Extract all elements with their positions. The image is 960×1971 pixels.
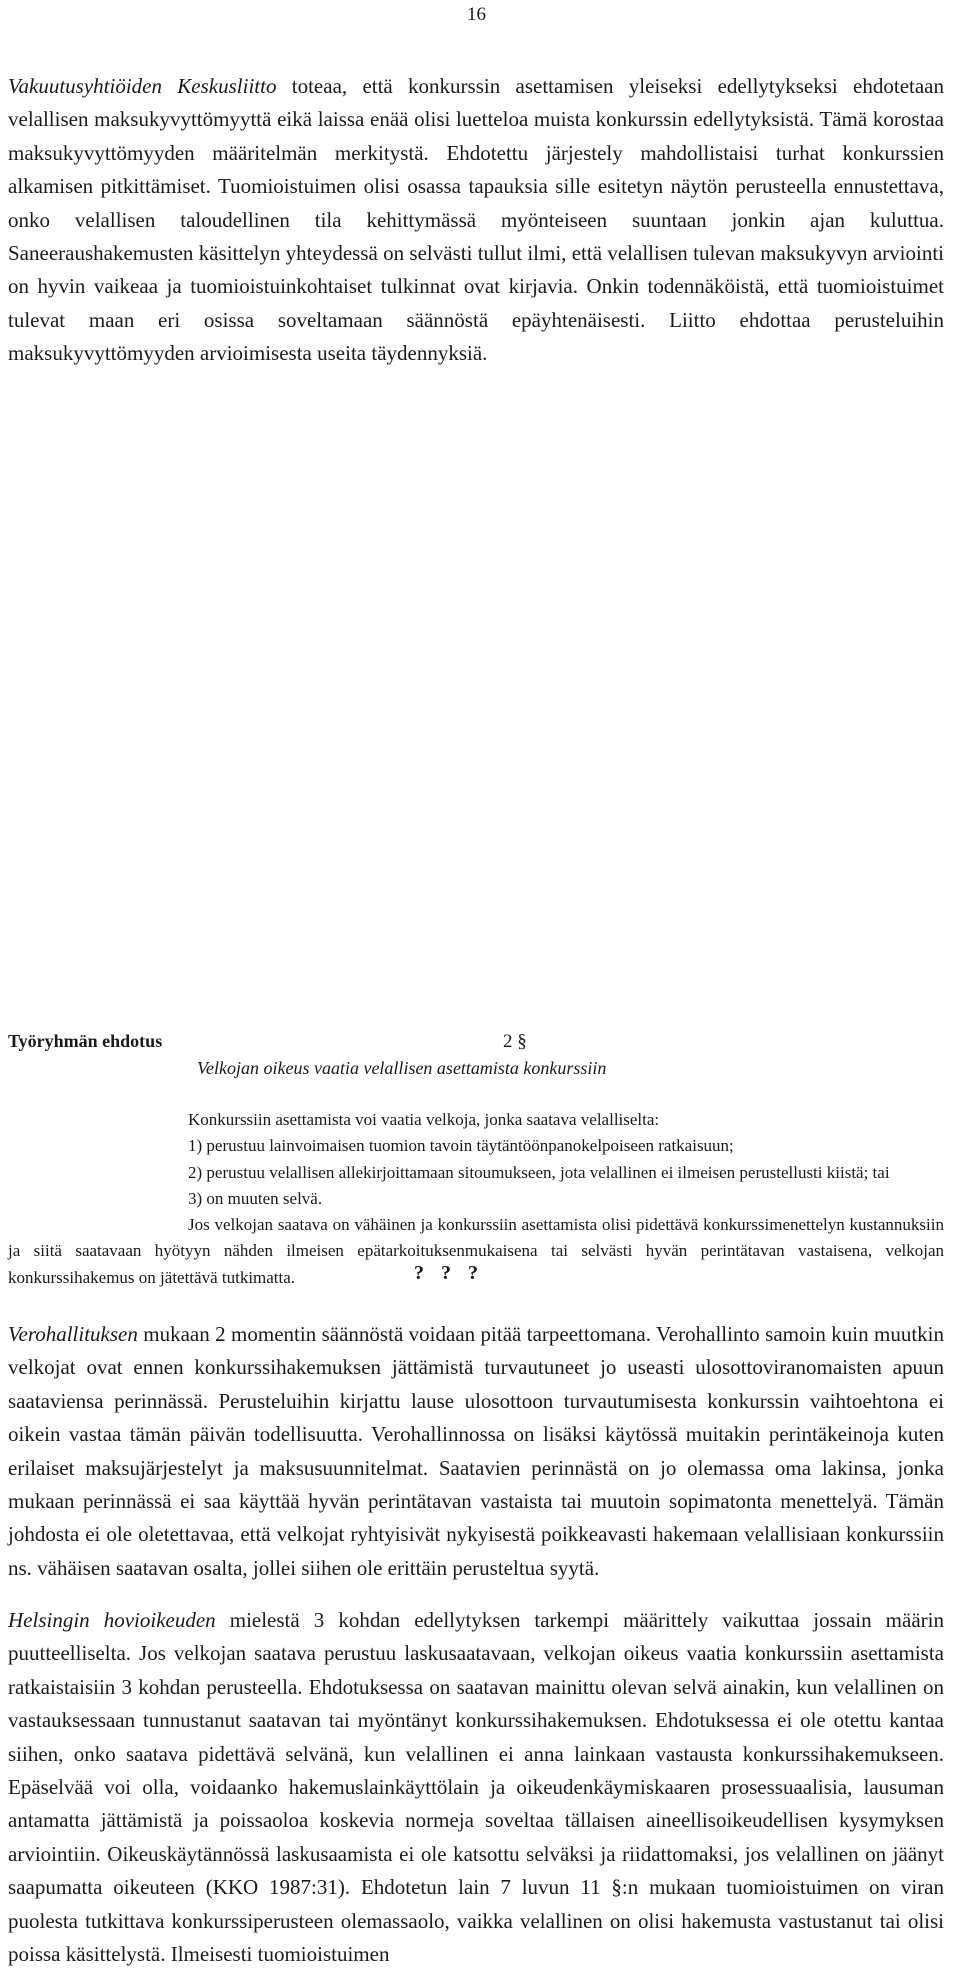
section-reference: 2 § — [503, 1031, 527, 1052]
page-number: 16 — [467, 4, 486, 25]
paragraph-tax-administration — [8, 1318, 944, 1585]
organization-name: Vakuutusyhtiöiden Keskusliitto — [8, 74, 277, 98]
proposal-moment-2: Jos velkojan saatava on vähäinen ja konkurssiin asettamista olisi pidettävä konkurssimenettelyn kustannuksiin ja siitä saatavaan hyötyyn nähden ilmeisen epätarkoituksenmukaisena tai selvästi hyvän perintätavan vastaisena, velkojan konkurssihakemus on jätettävä tutkimatta. — [8, 1215, 944, 1287]
proposal-item-2: 2) perustuu velallisen allekirjoittamaan sitoumukseen, jota velallinen ei ilmeisen perustellusti kiistä; tai — [188, 1162, 890, 1182]
section-title: Velkojan oikeus vaatia velallisen asettamista konkurssiin — [197, 1058, 607, 1078]
paragraph-helsinki-court — [8, 1604, 944, 1971]
proposal-heading: Työryhmän ehdotus — [8, 1031, 163, 1051]
organization-name: Helsingin hovioikeuden — [8, 1608, 216, 1632]
proposal-item-1: 1) perustuu lainvoimaisen tuomion tavoin täytäntöönpanokelpoiseen ratkaisuun; — [188, 1136, 734, 1156]
proposal-intro: Konkurssiin asettamista voi vaatia velkoja, jonka saatava velalliselta: — [188, 1110, 660, 1129]
organization-name: Verohallituksen — [8, 1322, 138, 1346]
paragraph-text: toteaa, että konkurssin asettamisen yleiseksi edellytykseksi ehdotetaan velallisen maksukyvyttömyyttä eikä laissa enää olisi luetteloa muista konkurssin edellytyksistä. Tämä korostaa maksukyvyttömyyden määritelmän merkitystä. Ehdotettu järjestely mahdollistaisi turhat konkurssien alkamisen pitkittämiset. Tuomioistuimen olisi osassa tapauksia sille esitetyn näytön perusteella ennustettava, onko velallisen taloudellinen tila kehittymässä myönteiseen suuntaan jonkin ajan kuluttua. Saneeraushakemusten käsittelyn yhteydessä on selvästi tullut ilmi, että velallisen tulevan maksukyvyn arviointi on hyvin vaikeaa ja tuomioistuinkohtaiset tulkinnat ovat kirjavia. Onkin todennäköistä, että tuomioistuimet tulevat maan eri osissa soveltamaan säännöstä epäyhtenäisesti. Liitto ehdottaa perusteluihin maksukyvyttömyyden arvioimisesta useita täydennyksiä. — [8, 74, 945, 366]
paragraph-text: mukaan 2 momentin säännöstä voidaan pitää tarpeettomana. Verohallinto samoin kuin muutkin velkojat ovat ennen konkurssihakemuksen jättämistä turvautuneet jo useasti ulosottoviranomaisten apuun saataviensa perinnässä. Perusteluihin kirjattu lause ulosottoon turvautumisesta konkurssin vaihtoehtona ei oikein vastaa tämän päivän todellisuutta. Verohallinnossa on lisäksi käytössä muitakin perintäkeinoja kuten erilaiset maksujärjestelyt ja maksusuunnitelmat. Saatavien perinnästä on jo olemassa oma lakinsa, jonka mukaan perinnässä ei saa käyttää hyvän perintätavan vastaista tai muutoin sopimatonta menettelyä. Tämän johdosta ei ole oletettavaa, että velkojat ryhtyisivät nykyisestä poikkeavasti hakemaan velallisiaan konkurssiin ns. vähäisen saatavan osalta, jollei siihen ole erittäin perusteltua syytä. — [8, 1322, 944, 1580]
proposal-item-3: 3) on muuten selvä. — [188, 1188, 323, 1208]
question-marks: ? ? ? — [414, 1262, 484, 1284]
proposal-heading-row — [8, 1025, 944, 1061]
paragraph-insurance-federation — [8, 70, 944, 371]
paragraph-text: mielestä 3 kohdan edellytyksen tarkempi määrittely vaikuttaa jossain määrin puutteelliselta. Jos velkojan saatava perustuu laskusaatavaan, velkojan oikeus vaatia konkurssiin asettamista ratkaistaisiin 3 kohdan perusteella. Ehdotuksessa on saatavan mainittu olevan selvä ainakin, kun velallinen on vastauksessaan tunnustanut saatavan tai myöntänyt konkurssihakemuksen. Ehdotuksessa ei ole otettu kantaa siihen, onko saatava pidettävä selvänä, kun velallinen ei anna lainkaan vastausta konkurssihakemukseen. Epäselvää voi olla, voidaanko hakemuslainkäyttölain ja oikeudenkäymiskaaren prosessuaalisia, lausuman antamatta jättämistä ja poissaoloa koskevia normeja soveltaa tällaisen aineellisoikeudellisen kysymyksen arviointiin. Oikeuskäytännössä laskusaamista ei ole katsottu selväksi ja riidattomaksi, jos velallinen on jäänyt saapumatta oikeuteen (KKO 1987:31). Ehdotetun lain 7 luvun 11 §:n mukaan tuomioistuimen on viran puolesta tutkittava konkurssiperusteen olemassaolo, vaikka velallinen on olisi hakemusta vastustanut tai olisi poissa käsittelystä. Ilmeisesti tuomioistuimen — [8, 1608, 944, 1967]
